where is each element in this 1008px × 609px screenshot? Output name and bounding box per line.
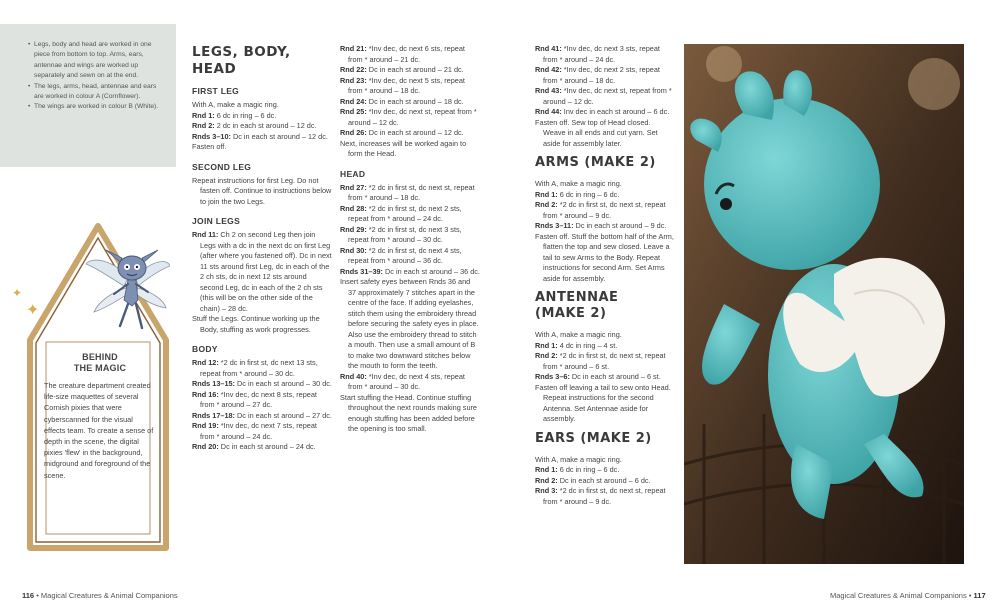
- page-number-right: 117: [973, 591, 986, 600]
- instruction-line: [535, 221, 675, 232]
- instructions-body-continued: [340, 44, 480, 160]
- round-label: Rnd 21:: [340, 44, 367, 53]
- instruction-line: [192, 132, 332, 143]
- column-body-head: [340, 44, 480, 435]
- round-label: Rnd 23:: [340, 75, 367, 85]
- section-title-legs-body-head: [192, 44, 332, 78]
- instruction-line: [340, 372, 480, 393]
- instruction-line: [535, 341, 675, 352]
- instruction-text: Inv dec in each st around – 6 dc.: [561, 107, 670, 116]
- instruction-text: *2 dc in first st, dc next st, repeat from * around – 9 dc.: [543, 200, 666, 220]
- instruction-line: [340, 225, 480, 246]
- instruction-text: *Inv dec, dc next 5 sts, repeat from * around – 18 dc.: [348, 75, 465, 95]
- round-label: Rnd 40:: [340, 371, 367, 381]
- instruction-line: [192, 379, 332, 390]
- subheading-first-leg: FIRST LEG: [192, 86, 240, 96]
- round-label: Rnd 3:: [535, 486, 558, 495]
- instruction-line: [535, 190, 675, 201]
- instruction-text: Dc in each st around – 9 dc.: [573, 221, 667, 230]
- instruction-text: Dc in each st around – 27 dc.: [235, 410, 332, 420]
- instructions-head: [340, 183, 480, 435]
- behind-title-line1: BEHIND: [82, 352, 118, 362]
- instruction-text: *2 dc in first st, dc next st, repeat from * around – 18 dc.: [348, 182, 475, 202]
- note-item: • Legs, body and head are worked in one piece from bottom to top. Arms, ears, antennae and wings are worked up separately and sewn on at the end.: [34, 40, 166, 82]
- instruction-line: [535, 200, 675, 221]
- instruction-text: Fasten off. Sew top of Head closed. Weave in all ends and cut yarn. Set aside for assembly later.: [535, 117, 658, 148]
- round-label: Rnd 11:: [192, 230, 219, 239]
- title-line: ANTENNAE: [535, 290, 619, 305]
- instruction-line: [340, 183, 480, 204]
- round-label: Rnd 2:: [535, 475, 558, 485]
- instruction-line: [192, 142, 332, 153]
- instructions-arms: [535, 179, 675, 284]
- instruction-text: Dc in each st around – 24 dc.: [218, 442, 316, 451]
- instruction-text: *Inv dec, dc next 7 sts, repeat from * around – 24 dc.: [200, 421, 317, 441]
- instruction-line: [192, 358, 332, 379]
- instruction-text: With A, make a magic ring.: [535, 454, 622, 464]
- instruction-line: [192, 390, 332, 411]
- instructions-second-leg: [192, 176, 332, 208]
- instruction-text: Dc in each st around – 6 dc.: [557, 475, 651, 485]
- title-line: LEGS, BODY,: [192, 44, 291, 60]
- instruction-text: 2 dc in each st around – 12 dc.: [214, 121, 317, 130]
- round-label: Rnd 2:: [535, 351, 558, 360]
- instruction-line: [192, 100, 332, 111]
- instruction-line: [535, 351, 675, 372]
- behind-text: The creature department created life-size maquettes of several Cornish pixies that were cyberscanned for the visual effects team. To create a sense of depth in the scene, the digital pixies 'flew' in the background, midground and foreground of the scene.: [44, 381, 154, 480]
- sparkle-icon: ✦: [12, 286, 23, 300]
- title-line: (MAKE 2): [535, 306, 607, 321]
- instruction-line: [340, 139, 480, 160]
- instruction-text: Stuff the Legs. Continue working up the Body, stuffing as work progresses.: [192, 314, 320, 334]
- subheading-second-leg: SECOND LEG: [192, 161, 252, 172]
- instruction-text: *Inv dec, dc next 6 sts, repeat from * around – 21 dc.: [348, 44, 465, 64]
- instructions-antennae: [535, 330, 675, 425]
- instruction-text: *2 dc in first st, dc next st, repeat from * around – 9 dc.: [543, 486, 666, 506]
- round-label: Rnd 27:: [340, 182, 367, 192]
- round-label: Rnd 12:: [192, 358, 219, 367]
- running-title-right: Magical Creatures & Animal Companions •: [830, 591, 974, 600]
- round-label: Rnd 2:: [535, 200, 558, 209]
- instruction-text: Dc in each st around – 30 dc.: [235, 379, 332, 388]
- section-title-ears: EARS (MAKE 2): [535, 430, 652, 446]
- instruction-text: With A, make a magic ring.: [535, 330, 622, 339]
- round-label: Rnd 16:: [192, 389, 219, 399]
- instruction-text: Dc in each st around – 12 dc.: [230, 131, 328, 141]
- round-label: Rnd 29:: [340, 224, 367, 234]
- round-label: Rnd 43:: [535, 86, 562, 95]
- instruction-line: [340, 393, 480, 435]
- instruction-line: [535, 107, 675, 118]
- instruction-line: [192, 121, 332, 132]
- instruction-line: [340, 107, 480, 128]
- instruction-line: [340, 44, 480, 65]
- instruction-text: 6 dc in ring – 6 dc.: [557, 189, 620, 199]
- instruction-line: [340, 97, 480, 108]
- round-label: Rnds 13–15:: [192, 379, 235, 388]
- instructions-join-legs: [192, 230, 332, 335]
- instruction-line: [340, 76, 480, 97]
- subheading-body: BODY: [192, 344, 218, 354]
- round-label: Rnd 25:: [340, 107, 367, 116]
- subheading-head: HEAD: [340, 168, 366, 179]
- instruction-line: [340, 204, 480, 225]
- instruction-line: [192, 421, 332, 442]
- crochet-pixie-photo: [684, 44, 964, 564]
- round-label: Rnd 19:: [192, 421, 219, 430]
- instruction-line: [192, 176, 332, 208]
- instructions-ears: [535, 455, 675, 508]
- instruction-line: [535, 383, 675, 425]
- instruction-text: *Inv dec, dc next 3 sts, repeat from * around – 24 dc.: [543, 44, 660, 64]
- instruction-line: [535, 486, 675, 507]
- instruction-text: Dc in each st around – 12 dc.: [366, 128, 464, 137]
- instruction-line: [535, 476, 675, 487]
- behind-the-magic-box: [44, 352, 156, 481]
- instruction-text: Fasten off.: [192, 142, 227, 151]
- round-label: Rnd 26:: [340, 128, 367, 137]
- round-label: Rnd 41:: [535, 44, 562, 53]
- instruction-text: *2 dc in first st, dc next 3 sts, repeat from * around – 30 dc.: [348, 224, 462, 244]
- round-label: Rnd 30:: [340, 245, 367, 255]
- instruction-line: [535, 65, 675, 86]
- instruction-text: Start stuffing the Head. Continue stuffing throughout the next rounds making sure enough stuffing has been added before the opening is too small.: [340, 392, 477, 433]
- instruction-line: [535, 179, 675, 190]
- round-label: Rnds 3–6:: [535, 372, 570, 381]
- round-label: Rnd 1:: [535, 465, 558, 474]
- round-label: Rnds 31–39:: [340, 266, 383, 276]
- running-title-left: • Magical Creatures & Animal Companions: [34, 591, 178, 600]
- page-number-left: 116: [22, 591, 35, 600]
- instruction-line: [535, 465, 675, 476]
- instruction-line: [535, 232, 675, 285]
- instruction-text: *Inv dec, dc next 8 sts, repeat from * around – 27 dc.: [200, 389, 317, 409]
- instruction-text: Dc in each st around – 21 dc.: [366, 65, 464, 74]
- instruction-text: *Inv dec, dc next st, repeat from * around – 12 dc.: [543, 86, 672, 106]
- round-label: Rnd 2:: [192, 121, 215, 130]
- instruction-text: *2 dc in first st, dc next st, repeat from * around – 6 st.: [543, 351, 666, 371]
- round-label: Rnds 3–10:: [192, 131, 231, 141]
- instruction-text: Dc in each st around – 36 dc.: [383, 266, 480, 276]
- instruction-line: [192, 230, 332, 314]
- sparkle-icon: ✦: [26, 302, 40, 319]
- instruction-text: *2 dc in first st, dc next 2 sts, repeat from * around – 24 dc.: [348, 203, 462, 223]
- instruction-line: [535, 86, 675, 107]
- instruction-line: [535, 44, 675, 65]
- column-arms-antennae-ears: [535, 44, 675, 507]
- section-title-antennae: [535, 290, 675, 322]
- instruction-text: With A, make a magic ring.: [535, 179, 622, 188]
- instruction-text: *2 dc in first st, dc next 13 sts, repeat from * around – 30 dc.: [200, 358, 318, 378]
- instruction-text: Next, increases will be worked again to form the Head.: [340, 138, 467, 158]
- instruction-text: Repeat instructions for first Leg. Do not fasten off. Continue to instructions below to join the two Legs.: [192, 175, 332, 206]
- instructions-head-continued: [535, 44, 675, 149]
- instruction-text: Fasten off leaving a tail to sew onto Head. Repeat instructions for the second Antenna. Set Antennae aside for assembly.: [535, 382, 671, 423]
- subheading-join-legs: JOIN LEGS: [192, 216, 241, 226]
- round-label: Rnd 1:: [192, 110, 215, 120]
- title-line: HEAD: [192, 61, 237, 77]
- sidebar-note: [0, 24, 176, 167]
- instruction-line: [535, 455, 675, 466]
- instruction-text: Fasten off. Stuff the bottom half of the Arm, flatten the top and sew closed. Leave a tail to sew Arms to the Body. Repeat instructions for second Arm. Set Arms aside for assembly.: [535, 231, 674, 283]
- instruction-text: Insert safety eyes between Rnds 36 and 37 approximately 7 stitches apart in the centre of the face. If adding eyelashes, stitch them using the embroidery thread before securing the safety eyes in place. Also use the embroidery thread to stitch a mouth. Then use a small amount of B to make two downward stitches below the mouth to form the teeth.: [340, 277, 479, 370]
- behind-title-line2: THE MAGIC: [73, 363, 127, 373]
- instruction-line: [340, 246, 480, 267]
- instruction-text: Dc in each st around – 6 st.: [569, 372, 661, 381]
- instructions-first-leg: [192, 100, 332, 153]
- instruction-line: [535, 118, 675, 150]
- section-title-arms: ARMS (MAKE 2): [535, 155, 656, 170]
- round-label: Rnds 3–11:: [535, 221, 574, 230]
- round-label: Rnd 44:: [535, 107, 562, 116]
- instruction-line: [340, 267, 480, 278]
- instruction-text: 4 dc in ring – 4 st.: [557, 340, 618, 350]
- instruction-text: *Inv dec, dc next st, repeat from * around – 12 dc.: [348, 107, 477, 127]
- instruction-line: [535, 372, 675, 383]
- instruction-text: *Inv dec, dc next 2 sts, repeat from * around – 18 dc.: [543, 65, 660, 85]
- round-label: Rnd 1:: [535, 189, 558, 199]
- instruction-text: Dc in each st around – 18 dc.: [366, 96, 464, 106]
- column-legs-body-head: [192, 44, 332, 453]
- round-label: Rnd 22:: [340, 65, 367, 74]
- instruction-text: 6 dc in ring – 6 dc.: [214, 110, 277, 120]
- round-label: Rnd 20:: [192, 442, 219, 451]
- instructions-body: [192, 358, 332, 453]
- round-label: Rnd 24:: [340, 96, 367, 106]
- instruction-line: [340, 65, 480, 76]
- instruction-line: [340, 277, 480, 372]
- instruction-text: 6 dc in ring – 6 dc.: [557, 465, 620, 474]
- instruction-text: *2 dc in first st, dc next 4 sts, repeat from * around – 36 dc.: [348, 245, 462, 265]
- instruction-line: [340, 128, 480, 139]
- instruction-line: [192, 411, 332, 422]
- round-label: Rnd 42:: [535, 65, 562, 74]
- footer-right: [830, 591, 986, 600]
- cornish-pixie-illustration: [84, 242, 170, 334]
- footer-left: [22, 591, 178, 600]
- instruction-line: [192, 314, 332, 335]
- instruction-text: Ch 2 on second Leg then join Legs with a dc in the next dc on first Leg (after where you fastened off). Dc in next 11 sts around first Leg, dc in each of the 2 ch sts, dc in next 12 sts around second Leg, dc in each of the 2 ch sts (this will be on the other side of the chain) – 28 dc.: [200, 230, 332, 313]
- instruction-line: [192, 111, 332, 122]
- note-item: • The legs, arms, head, antennae and ears are worked in colour A (Cornflower).: [34, 82, 166, 103]
- note-item: • The wings are worked in colour B (White).: [34, 102, 166, 112]
- instruction-line: [535, 330, 675, 341]
- round-label: Rnd 28:: [340, 203, 367, 213]
- instruction-text: *Inv dec, dc next 4 sts, repeat from * around – 30 dc.: [348, 371, 465, 391]
- instruction-line: [192, 442, 332, 453]
- instruction-text: With A, make a magic ring.: [192, 100, 279, 109]
- round-label: Rnds 17–18:: [192, 410, 235, 420]
- round-label: Rnd 1:: [535, 340, 558, 350]
